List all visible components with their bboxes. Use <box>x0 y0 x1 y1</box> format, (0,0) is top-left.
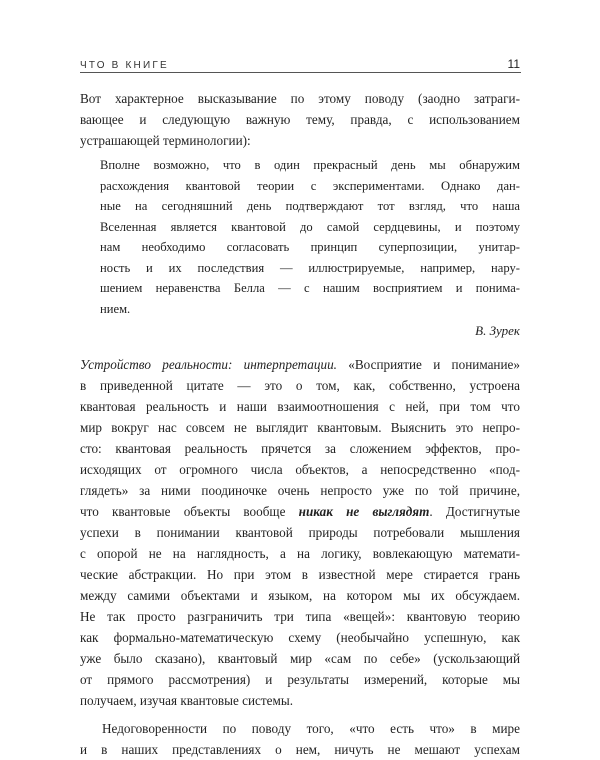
emphasis-text: никак не выглядят <box>298 504 430 519</box>
quote-line: Вполне возможно, что в один прекрасный день мы обнаружим <box>100 158 520 172</box>
text-fragment: что квантовые объекты вообще <box>80 504 299 519</box>
text-line: между самими объектами и языком, на котором мы их обсуждаем. <box>80 588 520 603</box>
quote-line: Вселенная является квантовой до самой сердцевины, и поэтому <box>100 219 520 234</box>
text-line: успехи в понимании квантовой природы потребовали мышления <box>80 525 520 540</box>
text-line: вающее и следующую важную тему, правда, с использованием <box>80 112 520 127</box>
quote-line: нам необходимо согласовать принцип суперпозиции, унитар- <box>100 240 520 254</box>
text-line: глядеть» за ними поодиночке очень непросто уже по той причине, <box>80 483 520 498</box>
text-line: Недоговоренности по поводу того, «что есть что» в мире <box>102 721 520 736</box>
quote-line: ные на сегодняшний день подтверждают тот взгляд, что наша <box>100 199 520 213</box>
quote-line: нием. <box>100 301 131 316</box>
text-line: от прямого рассмотрения) и результаты измерений, которые мы <box>80 672 520 687</box>
text-line: и в наших представлениях о нем, ничуть не мешают успехам <box>80 742 520 757</box>
second-paragraph <box>80 718 520 760</box>
text-line: получаем, изучая квантовые системы. <box>80 693 294 708</box>
header-rule <box>80 72 521 73</box>
text-line: как формально-математическую схему (необычайно успешную, как <box>80 630 520 645</box>
intro-paragraph <box>80 88 520 151</box>
text-line: Вот характерное высказывание по этому поводу (заодно затраги- <box>80 91 520 106</box>
text-fragment: . Достигнутые <box>429 504 520 519</box>
text-line: ческие абстракции. Но при этом в известной мере стирается грань <box>80 567 520 582</box>
text-line: исходящих от огромного числа объектов, а непосредственно «под- <box>80 462 520 477</box>
text-line: сто: квантовая реальность прячется за сложением эффектов, про- <box>80 441 520 456</box>
text-line: мир вокруг нас совсем не выглядит квантовым. Выяснить это непро- <box>80 420 520 435</box>
text-fragment: «Восприятие и понимание» <box>336 357 520 372</box>
main-paragraph <box>80 354 520 711</box>
quote-line: ность и их последствия — иллюстрируемые, например, нару- <box>100 260 520 275</box>
text-line: в приведенной цитате — это о том, как, собственно, устроена <box>80 378 520 393</box>
text-line: уже было сказано), квантовый мир «сам по себе» (ускользающий <box>80 651 520 666</box>
text-line: Не так просто разграничить три типа «вещей»: квантовую теорию <box>80 609 520 624</box>
text-line <box>80 501 520 522</box>
page-number: 11 <box>507 57 520 71</box>
running-header <box>80 57 520 71</box>
text-line: устрашающей терминологии): <box>80 133 251 148</box>
quote-author: В. Зурек <box>475 323 520 338</box>
section-heading-italic: Устройство реальности: интерпретации. <box>80 357 337 372</box>
text-line: с опорой не на наглядность, а на логику, вовлекающую математи- <box>80 546 520 561</box>
text-line <box>80 354 520 375</box>
text-line: квантовая реальность и наши взаимоотношения с ней, при том что <box>80 399 520 414</box>
quote-line: расхождения квантовой теории с экспериментами. Однако дан- <box>100 178 520 193</box>
running-title: ЧТО В КНИГЕ <box>80 60 169 71</box>
block-quote <box>100 155 520 319</box>
quote-line: шением неравенства Белла — с нашим восприятием и понима- <box>100 281 520 295</box>
